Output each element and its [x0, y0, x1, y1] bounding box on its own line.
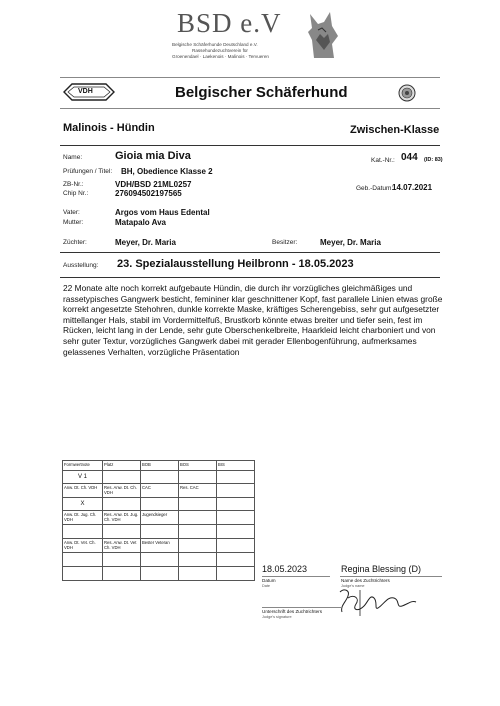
grid-cell: [179, 567, 217, 581]
breeder-label: Züchter:: [63, 239, 87, 246]
grid-cell: Res. Anw. Dt. Jug. Ch. VDH: [103, 511, 141, 525]
grid-cell: BOB: [141, 461, 179, 471]
grid-cell: [103, 498, 141, 511]
org-name: BSD e.V: [177, 8, 282, 38]
seal-icon: [398, 84, 416, 102]
grid-cell: [179, 498, 217, 511]
grid-cell: [103, 471, 141, 484]
grid-row: [63, 471, 255, 484]
zb-label: ZB-Nr.:: [63, 181, 84, 188]
org-line-3: Groenendael · Laekenois · Malinois · Tervueren: [172, 54, 269, 59]
zb-value: VDH/BSD 21ML0257: [115, 180, 192, 189]
grid-cell: BOS: [179, 461, 217, 471]
grid-row: [63, 511, 255, 525]
breed-title: Belgischer Schäferhund: [175, 84, 348, 101]
grid-row: [63, 498, 255, 511]
show-class: Zwischen-Klasse: [350, 124, 440, 136]
grid-row: [63, 539, 255, 553]
owner-label: Besitzer:: [272, 239, 298, 246]
grid-cell: [141, 498, 179, 511]
sire-label: Vater:: [63, 209, 80, 216]
signature-scribble-icon: [330, 584, 420, 620]
grid-cell: [217, 498, 255, 511]
grid-cell: [179, 511, 217, 525]
org-line-2: Rassehundezuchtverein für: [192, 48, 248, 53]
grid-cell: Anw. Dt. Ch. VDH: [63, 484, 103, 498]
katnr-label: Kat.-Nr.:: [371, 157, 395, 164]
name-label: Name:: [63, 154, 83, 161]
grid-cell: Res. Anw. Dt. Ch. VDH: [103, 484, 141, 498]
chip-label: Chip Nr.:: [63, 190, 89, 197]
grid-cell: Platz: [103, 461, 141, 471]
grid-cell: Anw. Dt. Jug. Ch. VDH: [63, 511, 103, 525]
grid-cell: [141, 553, 179, 567]
grid-row: [63, 525, 255, 539]
grid-cell: [217, 471, 255, 484]
grid-cell: [63, 525, 103, 539]
grid-cell: BIS: [217, 461, 255, 471]
dob-label: Geb.-Datum:: [356, 185, 394, 192]
owner-value: Meyer, Dr. Maria: [320, 238, 381, 247]
titles-value: BH, Obedience Klasse 2: [121, 167, 213, 176]
grid-cell: [179, 525, 217, 539]
grid-cell: [103, 567, 141, 581]
grid-cell: [63, 567, 103, 581]
grid-cell: [141, 567, 179, 581]
grid-cell: [217, 567, 255, 581]
grid-cell: Jugendsieger: [141, 511, 179, 525]
grid-cell: Bester Veteran: [141, 539, 179, 553]
grid-cell: [217, 553, 255, 567]
dog-name: Gioia mia Diva: [115, 150, 191, 162]
grid-cell: [217, 539, 255, 553]
mark-cell: X: [63, 498, 103, 511]
signature-sublabel: Judge's signature: [262, 615, 292, 619]
dam-value: Matapalo Ava: [115, 218, 166, 227]
date-label: Datum: [262, 578, 276, 583]
grid-row: [63, 461, 255, 471]
katnr-value: 044: [401, 152, 418, 163]
grid-cell: [63, 553, 103, 567]
chip-value: 276094502197565: [115, 189, 182, 198]
dob-value: 14.07.2021: [392, 183, 433, 192]
grid-cell: [103, 553, 141, 567]
sire-value: Argos vom Haus Edental: [115, 208, 210, 217]
critique-text: 22 Monate alte noch korrekt aufgebaute Hündin, die durch ihr vorzügliches gleichmäßiges und rassetypisches Gangwerk besticht, femininer klar geschnittener Kopf, fast parallele Linien etwas große korrekt angesetzte Stehohren, dunkle korrekte Maske, kräftiges Scherengebiss, sehr gut aufgesetzter mittellanger Hals, stabil im Vordermittelfuß, Brustkorb könnte etwas breiter und tiefer sein, fest im Rücken, leicht lang in der Lende, sehr gute Oberschenkelbreite, Haarkleid leicht charboniert und von sehr guter Textur, vorzügliches Gangwerk dabei mit gerader Ellenbogenführung, aufmerksames gelassenes Verhalten, vorzügliche Präsentation: [63, 283, 443, 357]
grid-cell: Formwertnote: [63, 461, 103, 471]
grid-cell: CAC: [141, 484, 179, 498]
dam-label: Mutter:: [63, 219, 84, 226]
grid-cell: [141, 471, 179, 484]
grid-cell: [179, 471, 217, 484]
show-label: Ausstellung:: [63, 262, 99, 269]
grid-cell: [217, 484, 255, 498]
grid-row: [63, 553, 255, 567]
variety-sex: Malinois - Hündin: [63, 122, 155, 134]
titles-label: Prüfungen / Titel:: [63, 168, 113, 175]
breeder-value: Meyer, Dr. Maria: [115, 238, 176, 247]
grid-cell: Res. Anw. Dt. Vet Ch. VDH: [103, 539, 141, 553]
signature-label: Unterschrift des Zuchtrichters: [262, 609, 322, 614]
grid-cell: Anw. Dt. Vet. Ch. VDH: [63, 539, 103, 553]
dog-head-icon: [306, 10, 340, 60]
date-sublabel: Date: [262, 584, 271, 588]
grid-cell: [217, 511, 255, 525]
grid-row: [63, 484, 255, 498]
org-line-1: Belgische Schäferhunde Deutschland e.V.: [172, 42, 258, 47]
judge-label: Name des Zuchtrichters: [341, 578, 390, 583]
grid-cell: Res. CAC: [179, 484, 217, 498]
grid-cell: [217, 525, 255, 539]
judge-name: Regina Blessing (D): [341, 564, 422, 574]
grid-row: [63, 567, 255, 581]
grade-cell: V 1: [63, 471, 103, 484]
result-grid: [62, 460, 255, 581]
judge-sublabel: Judge's name: [341, 584, 365, 588]
vdh-text: VDH: [78, 88, 93, 95]
sign-date: 18.05.2023: [262, 564, 308, 574]
id-value: (ID: 83): [424, 157, 443, 163]
grid-cell: [103, 525, 141, 539]
org-logo: [150, 8, 350, 68]
grid-cell: [179, 553, 217, 567]
show-value: 23. Spezialausstellung Heilbronn - 18.05.2023: [117, 258, 354, 270]
grid-cell: [141, 525, 179, 539]
grid-cell: [179, 539, 217, 553]
